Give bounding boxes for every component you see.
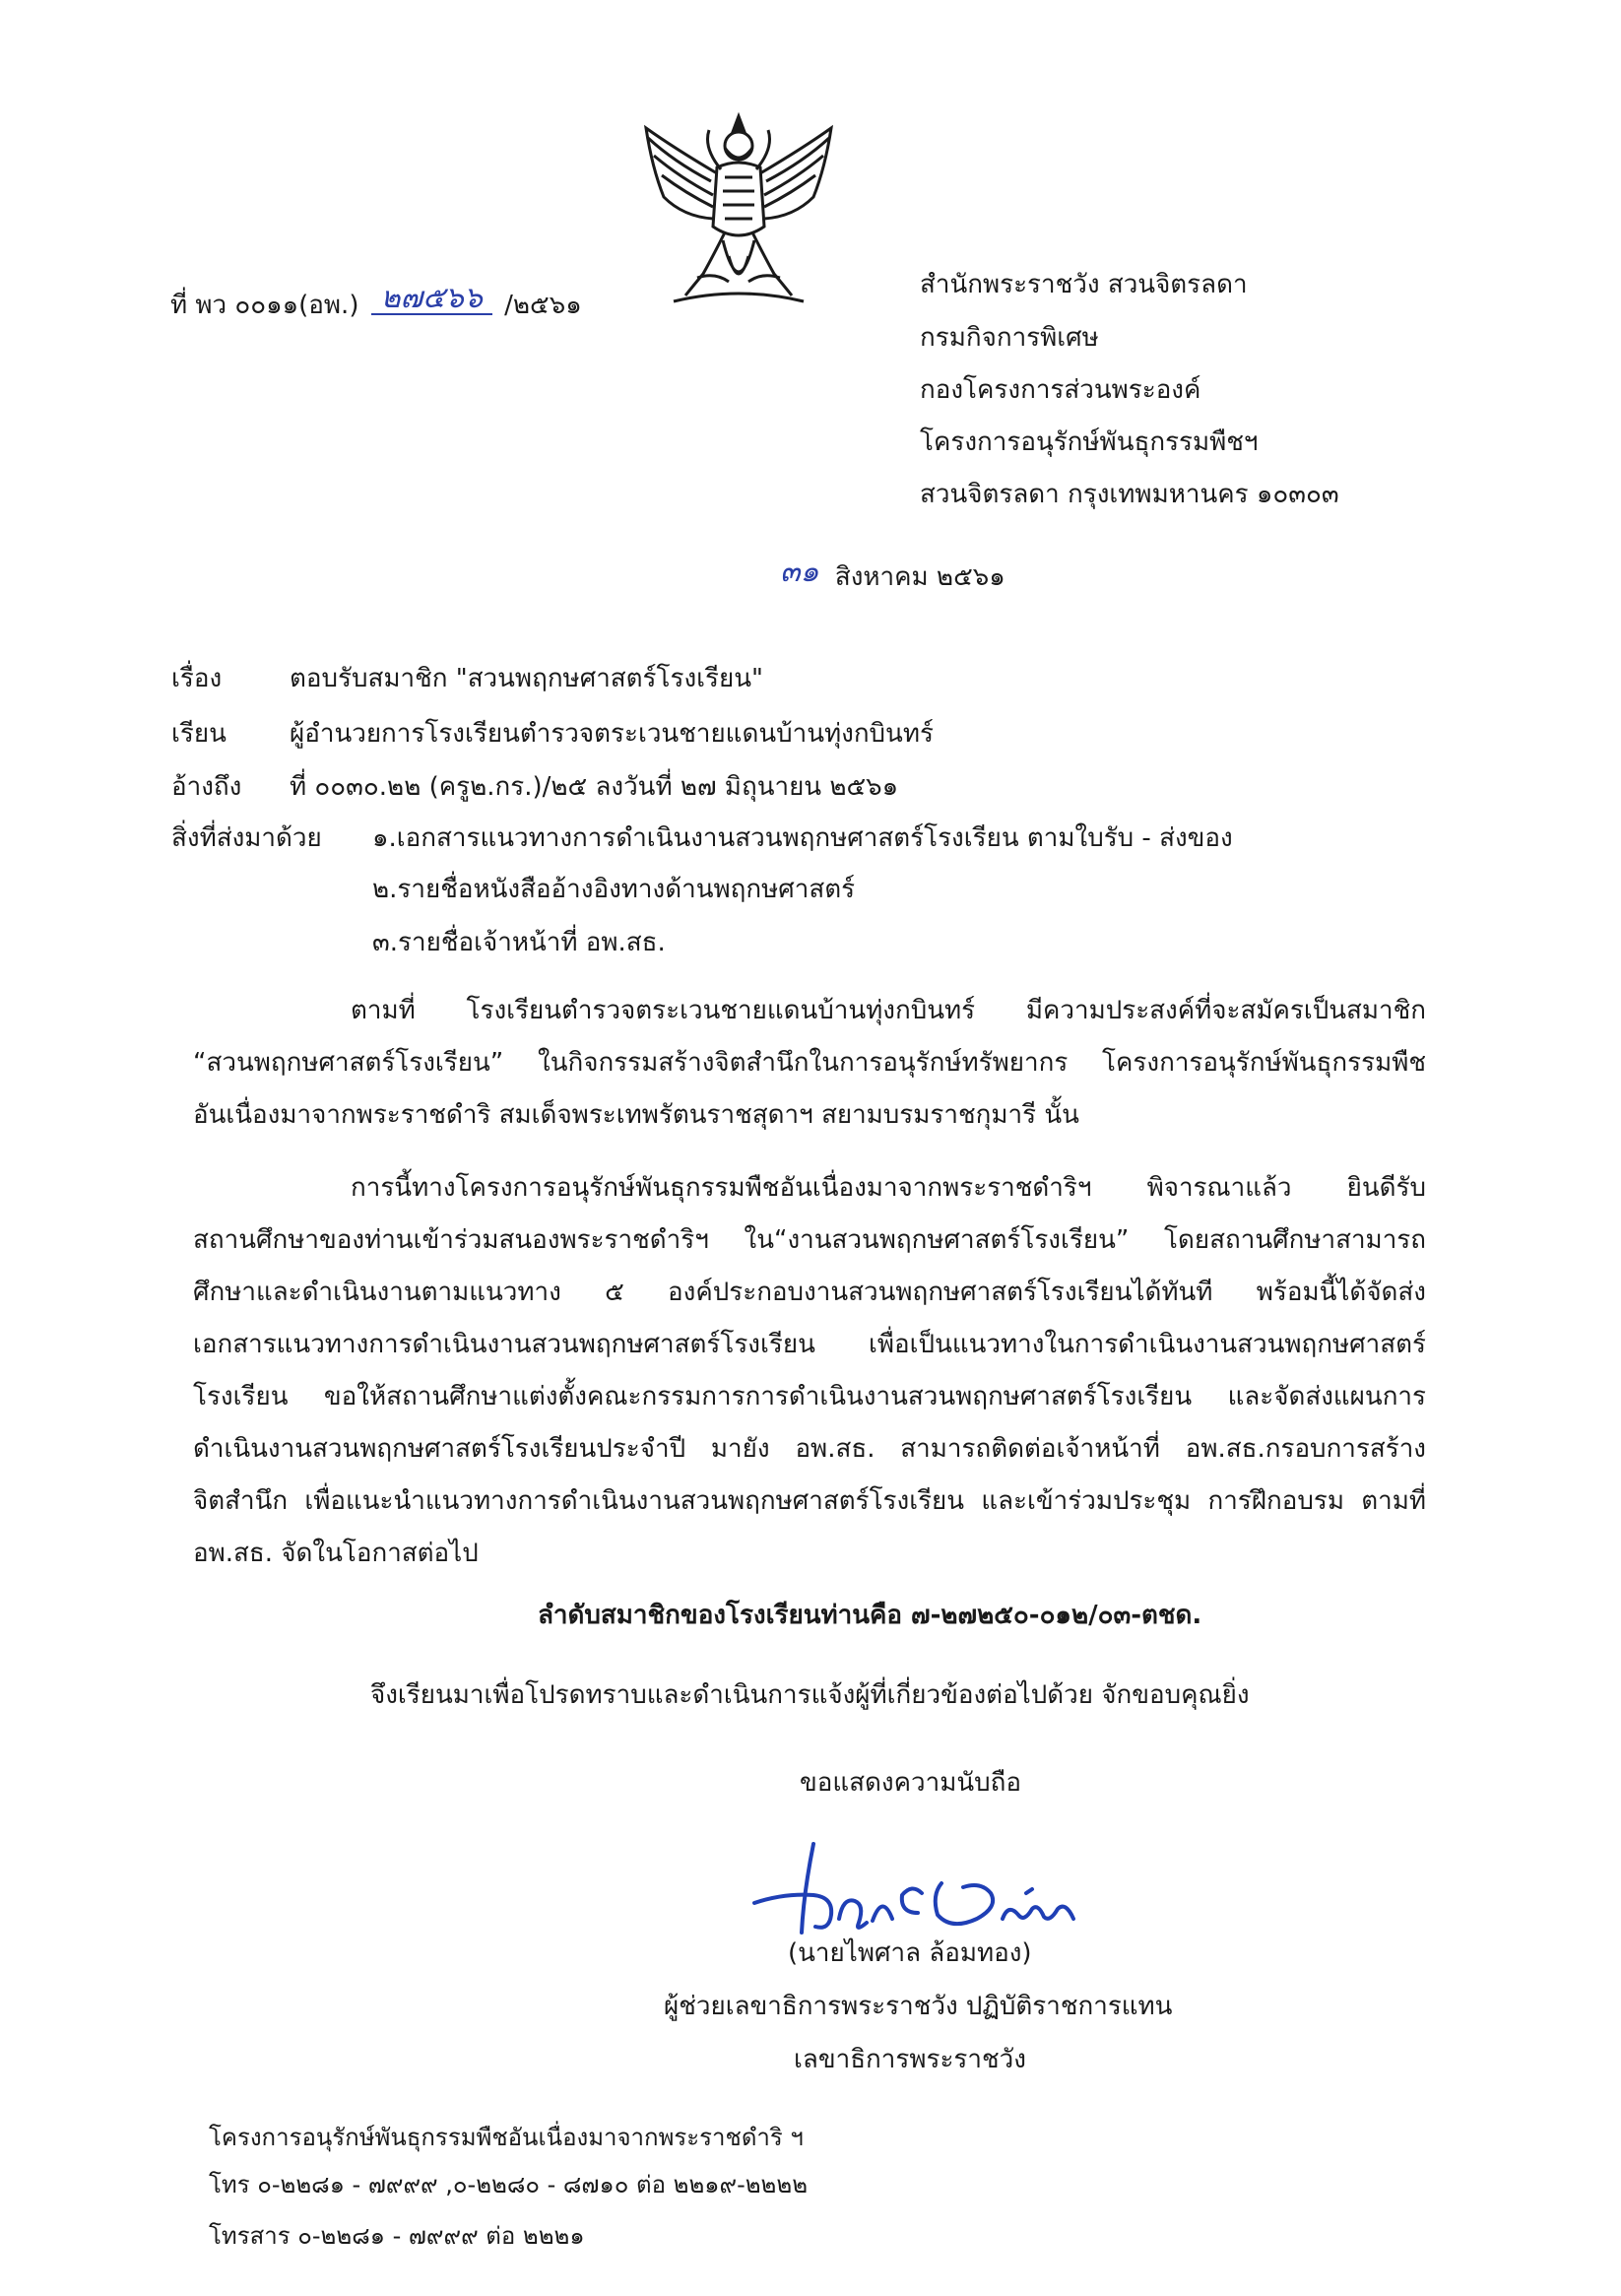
paragraph-line: การนี้ทางโครงการอนุรักษ์พันธุกรรมพืชอันเนื่องมาจากพระราชดำริฯ พิจารณาแล้ว ยินดีรับ — [351, 1173, 1426, 1203]
enclosure-item: ๒.รายชื่อหนังสืออ้างอิงทางด้านพฤกษศาสตร์ — [372, 875, 856, 904]
paragraph-line: “สวนพฤกษศาสตร์โรงเรียน” ในกิจกรรมสร้างจิตสำนึกในการอนุรักษ์ทรัพยากร โครงการอนุรักษ์พันธุกรรมพืช — [193, 1048, 1426, 1078]
paragraph-line: อันเนื่องมาจากพระราชดำริ สมเด็จพระเทพรัตนราชสุดาฯ สยามบรมราชกุมารี นั้น — [193, 1100, 1079, 1130]
signer-name: (นายไพศาล ล้อมทอง) — [788, 1938, 1032, 1968]
to-label: เรียน — [171, 719, 227, 749]
signer-title: ผู้ช่วยเลขาธิการพระราชวัง ปฏิบัติราชการแทน — [664, 1992, 1173, 2021]
paragraph-line: จิตสำนึก เพื่อแนะนำแนวทางการดำเนินงานสวนพฤกษศาสตร์โรงเรียน และเข้าร่วมประชุม การฝึกอบรม ตามที่ — [193, 1486, 1426, 1516]
enclosure-item: ๓.รายชื่อเจ้าหน้าที่ อพ.สธ. — [372, 928, 666, 957]
signature-image — [745, 1824, 1119, 1952]
reference-line — [170, 281, 582, 321]
enclosure-label: สิ่งที่ส่งมาด้วย — [171, 823, 322, 853]
footer-fax: โทรสาร ๐-๒๒๘๑ - ๗๙๙๙ ต่อ ๒๒๒๑ — [209, 2222, 585, 2250]
paragraph-line: ศึกษาและดำเนินงานตามแนวทาง ๕ องค์ประกอบงานสวนพฤกษศาสตร์โรงเรียนได้ทันที พร้อมนี้ได้จัดส่ง — [193, 1278, 1426, 1307]
enclosure-item: ๑.เอกสารแนวทางการดำเนินงานสวนพฤกษศาสตร์โรงเรียน ตามใบรับ - ส่งของ — [372, 823, 1233, 853]
garuda-emblem-icon — [634, 108, 843, 313]
reference-suffix: /๒๕๖๑ — [504, 291, 582, 320]
subject-label: เรื่อง — [171, 664, 223, 693]
footer-department: โครงการอนุรักษ์พันธุกรรมพืชอันเนื่องมาจากพระราชดำริ ฯ — [209, 2124, 804, 2151]
date-month-year: สิงหาคม ๒๕๖๑ — [834, 562, 1005, 592]
address-line: สำนักพระราชวัง สวนจิตรลดา — [920, 270, 1248, 299]
paragraph-line: เอกสารแนวทางการดำเนินงานสวนพฤกษศาสตร์โรงเรียน เพื่อเป็นแนวทางในการดำเนินงานสวนพฤกษศาสตร์ — [193, 1330, 1426, 1359]
paragraph-line: โรงเรียน ขอให้สถานศึกษาแต่งตั้งคณะกรรมการการดำเนินงานสวนพฤกษศาสตร์โรงเรียน และจัดส่งแผนการ — [193, 1382, 1426, 1411]
footer-phone: โทร ๐-๒๒๘๑ - ๗๙๙๙ ,๐-๒๒๘๐ - ๘๗๑๐ ต่อ ๒๒๑๙-๒๒๒๒ — [209, 2171, 809, 2198]
member-number-line: ลำดับสมาชิกของโรงเรียนท่านคือ ๗-๒๗๒๕๐-๐๑๒/๐๓-ตชด. — [538, 1601, 1202, 1630]
paragraph-line: อพ.สธ. จัดในโอกาสต่อไป — [193, 1539, 479, 1568]
ref-value: ที่ ๐๐๓๐.๒๒ (ครู๒.กร.)/๒๕ ลงวันที่ ๒๗ มิถุนายน ๒๕๖๑ — [290, 772, 899, 802]
paragraph-line: สถานศึกษาของท่านเข้าร่วมสนองพระราชดำริฯ ใน“งานสวนพฤกษศาสตร์โรงเรียน” โดยสถานศึกษาสามารถ — [193, 1225, 1426, 1255]
subject-value: ตอบรับสมาชิก "สวนพฤกษศาสตร์โรงเรียน" — [290, 664, 763, 693]
reference-handwritten-number: ๒๗๕๖๖ — [371, 284, 492, 315]
body-paragraph-1 — [193, 985, 1426, 1142]
to-value: ผู้อำนวยการโรงเรียนตำรวจตระเวนชายแดนบ้านทุ่งกบินทร์ — [290, 719, 934, 749]
address-line: กองโครงการส่วนพระองค์ — [920, 375, 1201, 405]
paragraph-line: ตามที่ โรงเรียนตำรวจตระเวนชายแดนบ้านทุ่งกบินทร์ มีความประสงค์ที่จะสมัครเป็นสมาชิก — [351, 996, 1426, 1025]
signer-title-organization: เลขาธิการพระราชวัง — [794, 2045, 1026, 2074]
address-line: กรมกิจการพิเศษ — [920, 323, 1099, 353]
paragraph-line: ดำเนินงานสวนพฤกษศาสตร์โรงเรียนประจำปี มายัง อพ.สธ. สามารถติดต่อเจ้าหน้าที่ อพ.สธ.กรอบการสร้าง — [193, 1434, 1426, 1464]
address-line: โครงการอนุรักษ์พันธุกรรมพืชฯ — [920, 427, 1259, 457]
letter-date — [780, 555, 1005, 592]
date-handwritten-day: ๓๑ — [780, 555, 819, 589]
closing-request: จึงเรียนมาเพื่อโปรดทราบและดำเนินการแจ้งผู้ที่เกี่ยวข้องต่อไปด้วย จักขอบคุณยิ่ง — [370, 1680, 1250, 1710]
closing-salutation: ขอแสดงความนับถือ — [800, 1768, 1021, 1798]
reference-prefix: ที่ พว ๐๐๑๑(อพ.) — [170, 291, 359, 320]
body-paragraph-2 — [193, 1162, 1426, 1580]
ref-label: อ้างถึง — [171, 772, 242, 802]
address-line: สวนจิตรลดา กรุงเทพมหานคร ๑๐๓๐๓ — [920, 480, 1339, 509]
